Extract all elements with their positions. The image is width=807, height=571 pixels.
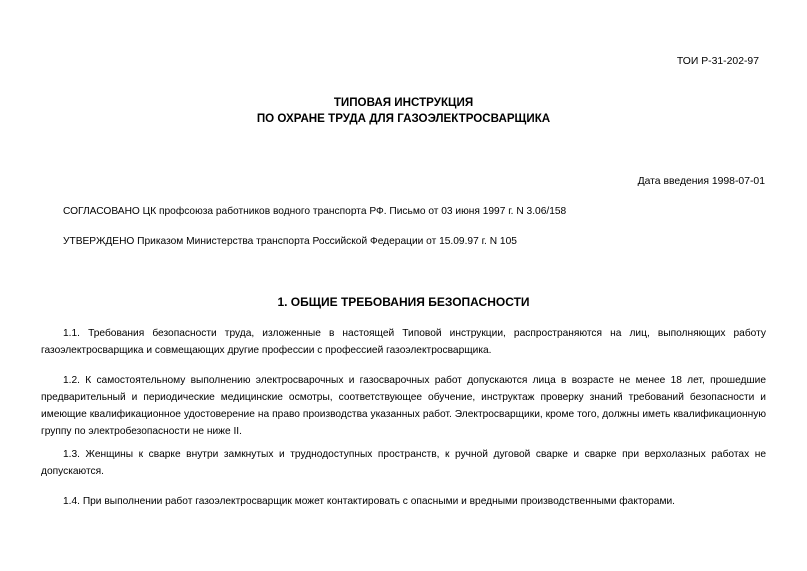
section-heading: 1. ОБЩИЕ ТРЕБОВАНИЯ БЕЗОПАСНОСТИ — [277, 295, 530, 309]
effective-date: Дата введения 1998-07-01 — [637, 176, 765, 187]
document-title — [0, 95, 807, 127]
paragraph-1-2: 1.2. К самостоятельному выполнению электросварочных и газосварочных работ допускаются лица в возрасте не менее 18 лет, прошедшие предварительный и периодические медицинские осмотры, соответствующее обучение, инструктаж проверку знаний требований безопасности и имеющие квалификационное удостоверение на право производства указанных работ. Электросварщики, кроме того, должны иметь квалификационную группу по электробезопасности не ниже II. — [41, 375, 766, 437]
approved-statement: УТВЕРЖДЕНО Приказом Министерства транспорта Российской Федерации от 15.09.97 г. N 105 — [63, 236, 517, 247]
title-line-2: ПО ОХРАНЕ ТРУДА ДЛЯ ГАЗОЭЛЕКТРОСВАРЩИКА — [256, 112, 551, 125]
paragraph-1-3: 1.3. Женщины к сварке внутри замкнутых и труднодоступных пространств, к ручной дуговой сварке и сварке при верхолазных работах не допускаются. — [41, 449, 766, 477]
agreed-statement: СОГЛАСОВАНО ЦК профсоюза работников водного транспорта РФ. Письмо от 03 июня 1997 г. N 3.06/158 — [63, 206, 567, 217]
document-number: ТОИ Р-31-202-97 — [676, 56, 759, 67]
paragraph-1-4: 1.4. При выполнении работ газоэлектросварщик может контактировать с опасными и вредными производственными факторами. — [63, 496, 675, 507]
paragraph-1-1: 1.1. Требования безопасности труда, изложенные в настоящей Типовой инструкции, распространяются на лиц, выполняющих работу газоэлектросварщика и совмещающих другие профессии с профессией газоэлектросварщика. — [41, 328, 766, 356]
title-line-1: ТИПОВАЯ ИНСТРУКЦИЯ — [333, 96, 474, 109]
